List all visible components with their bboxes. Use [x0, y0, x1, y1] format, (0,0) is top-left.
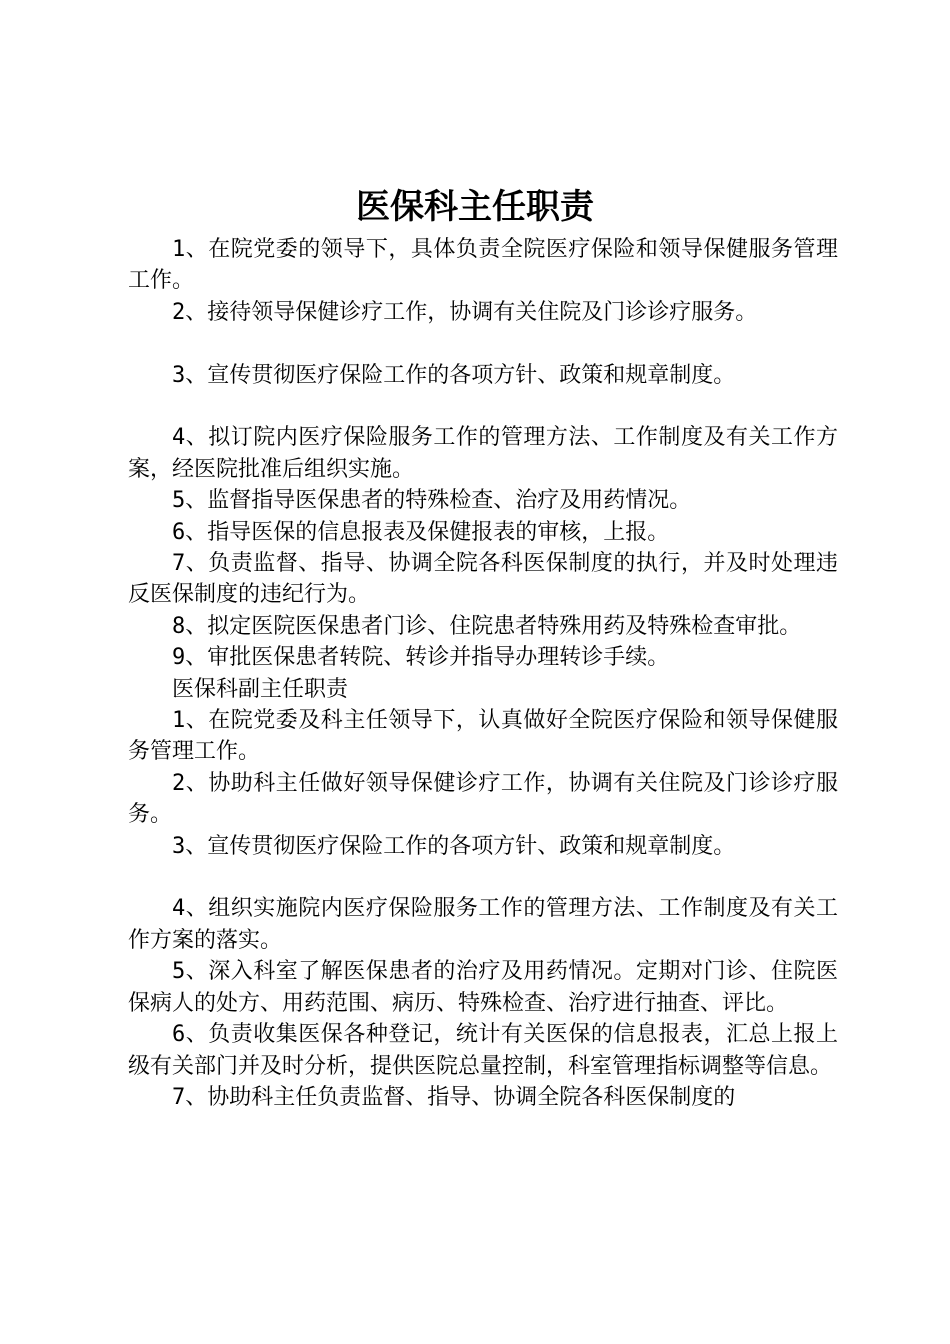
paragraph: 1、在院党委的领导下，具体负责全院医疗保险和领导保健服务管理工作。	[128, 237, 838, 294]
section-heading: 医保科副主任职责	[172, 676, 349, 702]
paragraph: 2、接待领导保健诊疗工作，协调有关住院及门诊诊疗服务。	[172, 299, 758, 325]
paragraph: 1、在院党委及科主任领导下，认真做好全院医疗保险和领导保健服务管理工作。	[128, 708, 838, 765]
paragraph: 7、负责监督、指导、协调全院各科医保制度的执行，并及时处理违反医保制度的违纪行为。	[128, 551, 838, 608]
paragraph: 6、指导医保的信息报表及保健报表的审核，上报。	[172, 519, 670, 545]
paragraph: 8、拟定医院医保患者门诊、住院患者特殊用药及特殊检查审批。	[172, 613, 802, 639]
paragraph: 5、监督指导医保患者的特殊检查、治疗及用药情况。	[172, 488, 692, 514]
paragraph: 3、宣传贯彻医疗保险工作的各项方针、政策和规章制度。	[172, 833, 736, 859]
paragraph: 4、组织实施院内医疗保险服务工作的管理方法、工作制度及有关工作方案的落实。	[128, 896, 838, 953]
paragraph: 2、协助科主任做好领导保健诊疗工作，协调有关住院及门诊诊疗服务。	[128, 770, 838, 828]
paragraph: 5、深入科室了解医保患者的治疗及用药情况。定期对门诊、住院医保病人的处方、用药范围、病历、特殊检查、治疗进行抽查、评比。	[128, 959, 838, 1016]
paragraph: 4、拟订院内医疗保险服务工作的管理方法、工作制度及有关工作方案，经医院批准后组织实施。	[128, 425, 838, 482]
document-title: 医保科主任职责	[356, 187, 594, 227]
paragraph: 3、宣传贯彻医疗保险工作的各项方针、政策和规章制度。	[172, 362, 736, 388]
paragraph: 7、协助科主任负责监督、指导、协调全院各科医保制度的	[172, 1084, 736, 1110]
paragraph: 6、负责收集医保各种登记，统计有关医保的信息报表，汇总上报上级有关部门并及时分析，提供医院总量控制，科室管理指标调整等信息。	[128, 1022, 838, 1079]
document-body	[128, 234, 838, 1113]
paragraph: 9、审批医保患者转院、转诊并指导办理转诊手续。	[172, 645, 670, 671]
